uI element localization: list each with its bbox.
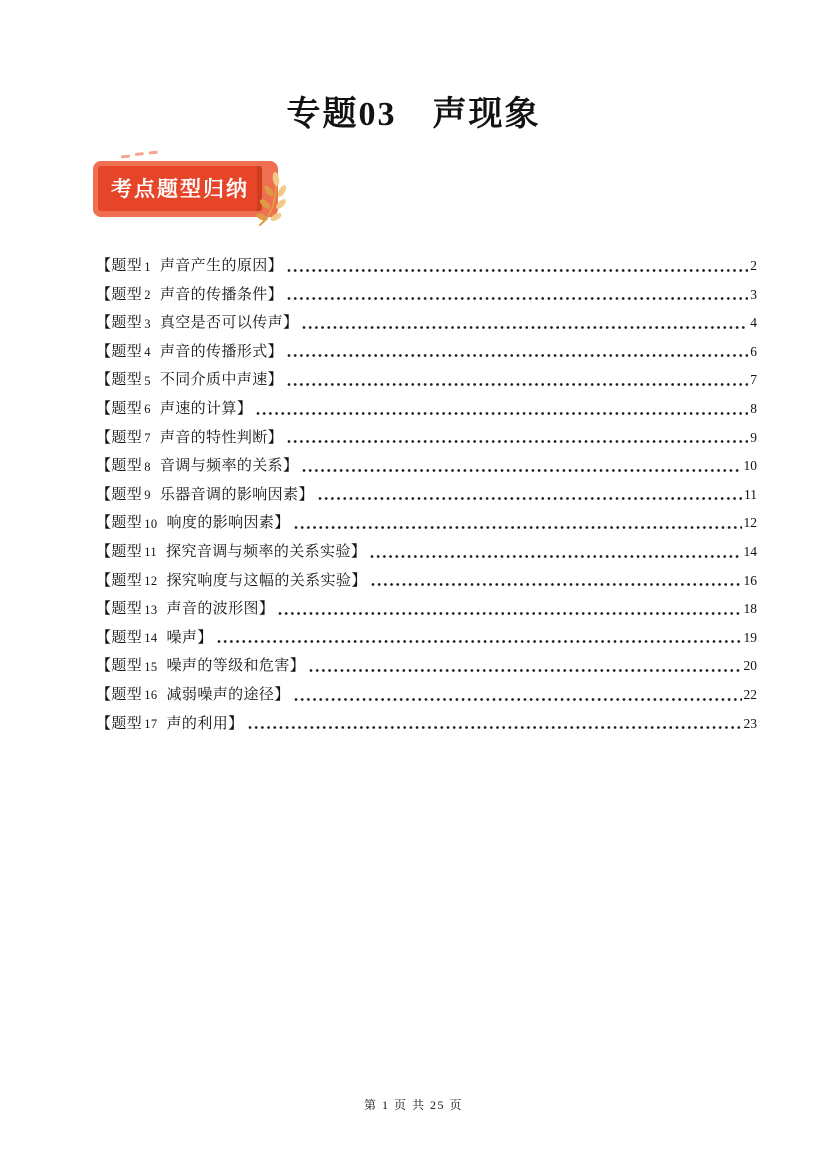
toc-item-label: [96, 281, 283, 310]
toc-item-page-number: 23: [743, 715, 757, 731]
toc-item-label: [96, 681, 290, 710]
toc-item-title: 探究音调与频率的关系实验】: [166, 543, 367, 560]
toc-item-prefix: 【题型: [96, 458, 143, 475]
toc-item-page-number: 22: [743, 686, 757, 702]
toc-item[interactable]: [96, 452, 757, 481]
toc-item-prefix: 【题型: [96, 658, 143, 675]
toc-item-prefix: 【题型: [96, 629, 143, 646]
toc-item-number: 11: [144, 545, 158, 560]
toc-item-prefix: 【题型: [96, 315, 143, 332]
topic-badge: [93, 161, 278, 217]
toc-item-label: [96, 424, 283, 453]
toc-item-title: 声音产生的原因】: [159, 258, 284, 274]
wheat-decoration-icon: [250, 171, 292, 229]
toc-item-title: 响度的影响因素】: [166, 515, 290, 532]
toc-item-number: 4: [144, 345, 151, 360]
toc-item-label: [96, 452, 298, 481]
toc-item-label: [96, 366, 283, 395]
toc-item-page-number: 7: [750, 372, 757, 388]
toc-item-number: 17: [144, 717, 158, 731]
toc-item-title: 声音的波形图】: [166, 601, 275, 618]
toc-item-prefix: 【题型: [96, 372, 143, 389]
toc-leader-dots: [287, 382, 748, 387]
toc-item[interactable]: [96, 281, 757, 310]
toc-item[interactable]: [96, 681, 757, 710]
toc-item-number: 7: [144, 431, 151, 446]
toc-item-title: 不同介质中声速】: [159, 372, 284, 389]
toc-item-page-number: 9: [750, 429, 757, 445]
toc-item[interactable]: [96, 424, 757, 453]
toc-leader-dots: [302, 468, 741, 473]
toc-item[interactable]: [96, 652, 757, 681]
toc-item-number: 8: [144, 459, 151, 474]
toc-item-prefix: 【题型: [96, 715, 143, 732]
toc-item-title: 噪声的等级和危害】: [166, 658, 306, 675]
toc-leader-dots: [287, 296, 748, 301]
toc-leader-dots: [278, 611, 741, 616]
toc-item-number: 2: [144, 288, 151, 303]
toc-item-number: 15: [144, 659, 158, 674]
toc-item-prefix: 【题型: [96, 343, 143, 360]
toc-item[interactable]: [96, 567, 757, 596]
toc-item[interactable]: [96, 538, 757, 567]
toc-item-label: [96, 624, 213, 653]
toc-item-label: [96, 509, 290, 538]
toc-item-title: 乐器音调的影响因素】: [159, 486, 314, 503]
toc-leader-dots: [318, 496, 742, 501]
toc-item-page-number: 3: [750, 286, 757, 302]
toc-item-prefix: 【题型: [96, 543, 143, 560]
topic-badge-label: 考点题型归纳: [98, 166, 262, 211]
toc-item-prefix: 【题型: [96, 400, 143, 417]
toc-item-label: [96, 481, 314, 510]
toc-item[interactable]: [96, 395, 757, 424]
toc-item-label: [96, 710, 244, 739]
toc-item-prefix: 【题型: [96, 429, 143, 446]
toc-leader-dots: [371, 582, 742, 587]
toc-item-title: 真空是否可以传声】: [159, 315, 299, 332]
page-title: 专题03 声现象: [286, 96, 541, 133]
toc-item-number: 13: [144, 602, 158, 617]
toc-item-title: 噪声】: [166, 629, 213, 646]
toc-item-number: 16: [144, 688, 158, 703]
toc-item[interactable]: [96, 309, 757, 338]
toc-item-page-number: 2: [750, 258, 757, 273]
toc-item-page-number: 8: [750, 400, 757, 416]
toc-item-title: 声音的特性判断】: [159, 429, 284, 446]
toc-item-number: 1: [144, 259, 151, 274]
toc-item-page-number: 12: [743, 515, 757, 531]
toc-item-page-number: 16: [743, 572, 757, 588]
toc-leader-dots: [248, 725, 742, 730]
toc-leader-dots: [287, 268, 748, 273]
toc-item-page-number: 4: [750, 315, 757, 331]
toc: [96, 252, 757, 738]
toc-item-label: [96, 252, 283, 281]
toc-item-prefix: 【题型: [96, 686, 143, 703]
page-number-footer: 第 1 页 共 25 页: [363, 1098, 463, 1112]
toc-item-page-number: 14: [743, 543, 757, 559]
toc-leader-dots: [294, 525, 742, 530]
toc-leader-dots: [287, 439, 748, 444]
toc-item[interactable]: [96, 481, 757, 510]
toc-item-label: [96, 595, 274, 624]
toc-item-number: 12: [144, 574, 158, 589]
toc-leader-dots: [370, 554, 741, 559]
toc-item-label: [96, 395, 252, 424]
toc-item-page-number: 20: [743, 658, 757, 674]
toc-item-number: 5: [144, 373, 151, 388]
toc-item-label: [96, 538, 366, 567]
toc-item-label: [96, 652, 305, 681]
toc-item-prefix: 【题型: [96, 258, 143, 274]
toc-item-number: 3: [144, 316, 151, 331]
toc-item[interactable]: [96, 338, 757, 367]
toc-item[interactable]: [96, 595, 757, 624]
toc-item-page-number: 11: [744, 486, 757, 502]
toc-item-prefix: 【题型: [96, 486, 143, 503]
toc-item[interactable]: [96, 252, 757, 281]
toc-item-page-number: 18: [743, 601, 757, 617]
toc-item-title: 声音的传播形式】: [159, 343, 284, 360]
toc-item-prefix: 【题型: [96, 601, 143, 618]
toc-item-number: 10: [144, 516, 158, 531]
toc-item-page-number: 19: [743, 629, 757, 645]
toc-item[interactable]: [96, 710, 757, 739]
toc-leader-dots: [287, 353, 748, 358]
toc-item-prefix: 【题型: [96, 515, 143, 532]
toc-item-title: 声速的计算】: [159, 400, 253, 417]
toc-item-number: 9: [144, 488, 151, 503]
toc-item-page-number: 10: [743, 458, 757, 474]
toc-leader-dots: [302, 325, 748, 330]
toc-item-title: 音调与频率的关系】: [159, 458, 299, 475]
toc-item-label: [96, 567, 367, 596]
toc-item-number: 6: [144, 402, 151, 417]
toc-leader-dots: [256, 411, 748, 416]
toc-item-label: [96, 309, 298, 338]
toc-item[interactable]: [96, 366, 757, 395]
toc-item-title: 减弱噪声的途径】: [166, 686, 290, 703]
toc-item-prefix: 【题型: [96, 572, 143, 589]
toc-leader-dots: [309, 668, 741, 673]
toc-item-prefix: 【题型: [96, 286, 143, 303]
toc-leader-dots: [217, 639, 742, 644]
toc-item-page-number: 6: [750, 343, 757, 359]
toc-item-title: 声音的传播条件】: [159, 286, 284, 303]
toc-item[interactable]: [96, 624, 757, 653]
toc-item-title: 探究响度与这幅的关系实验】: [166, 572, 367, 589]
toc-item-label: [96, 338, 283, 367]
toc-item-number: 14: [144, 631, 158, 646]
toc-item-title: 声的利用】: [166, 715, 244, 732]
toc-leader-dots: [294, 697, 742, 702]
toc-item[interactable]: [96, 509, 757, 538]
